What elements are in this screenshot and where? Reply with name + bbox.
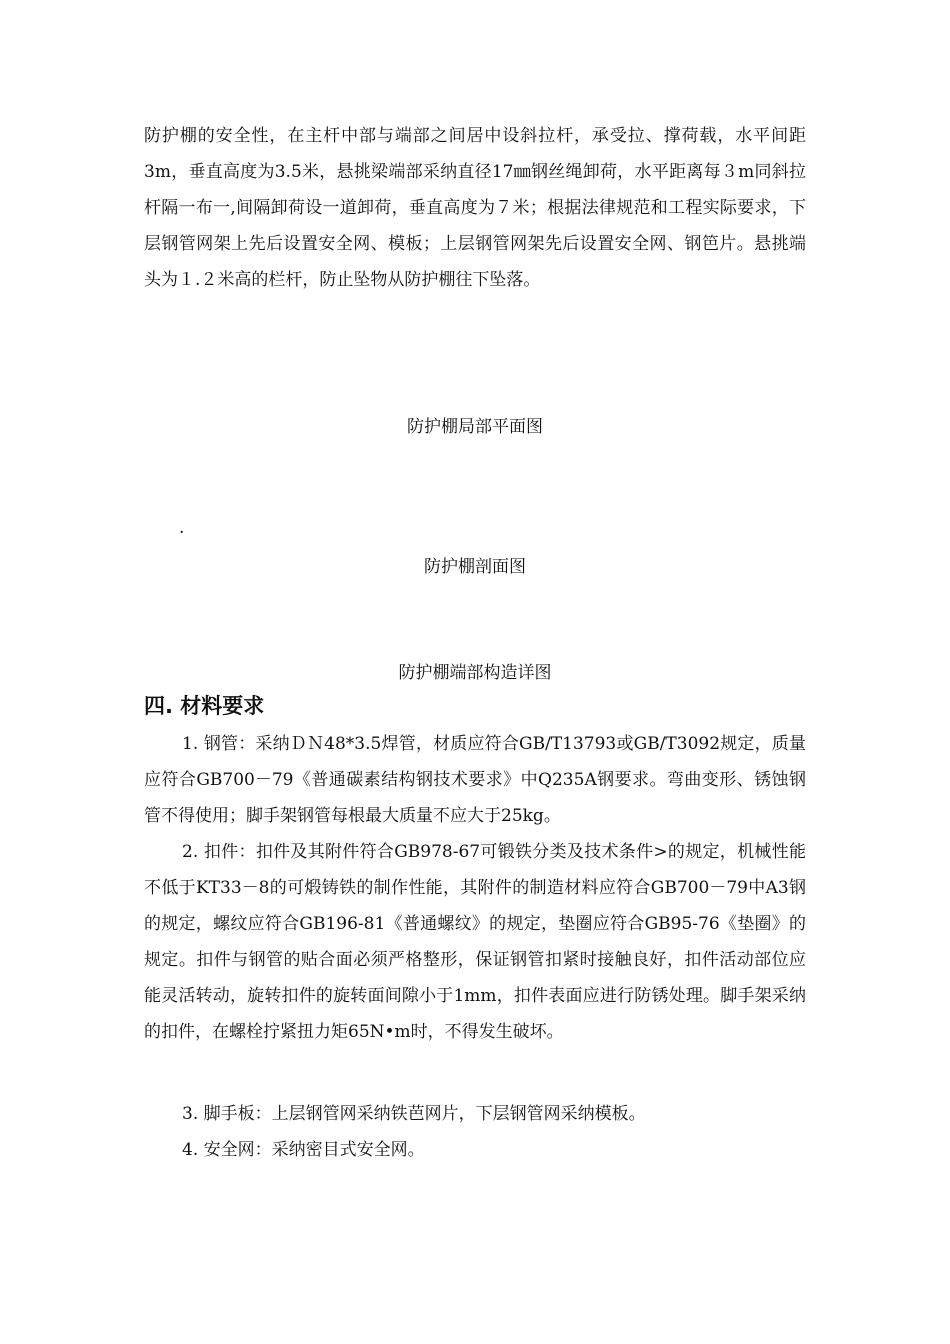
material-item-scaffold-board: 3. 脚手板：上层钢管网采纳铁芭网片，下层钢管网采纳模板。	[182, 1104, 646, 1124]
detail-figure-caption: 防护棚端部构造详图	[398, 663, 552, 683]
stray-dot: .	[179, 518, 185, 538]
section-figure-caption: 防护棚剖面图	[424, 557, 526, 577]
intro-paragraph: 防护棚的安全性，在主杆中部与端部之间居中设斜拉杆，承受拉、撑荷载，水平间距3m，垂直高度为3.5米，悬挑梁端部采纳直径17㎜钢丝绳卸荷，水平距离每３m同斜拉杆隔一布一,间隔卸荷设一道卸荷，垂直高度为７米；根据法律规范和工程实际要求，下层钢管网架上先后设置安全网、模板；上层钢管网架先后设置安全网、钢笆片。悬挑端头为１.２米高的栏杆，防止坠物从防护棚往下坠落。	[144, 126, 806, 290]
material-item-safety-net: 4. 安全网：采纳密目式安全网。	[182, 1140, 425, 1160]
material-item-steel-pipe: 1. 钢管：采纳ＤＮ48*3.5焊管，材质应符合GB/T13793或GB/T3092规定，质量应符合GB700－79《普通碳素结构钢技术要求》中Q235A钢要求。弯曲变形、锈蚀钢管不得使用；脚手架钢管每根最大质量不应大于25kg。	[144, 734, 806, 826]
section-heading: 四. 材料要求	[144, 694, 265, 718]
material-item-coupler: 2. 扣件：扣件及其附件符合GB978-67可锻铁分类及技术条件>的规定，机械性能不低于KT33－8的可煅铸铁的制作性能，其附件的制造材料应符合GB700－79中A3钢的规定，螺纹应符合GB196-81《普通螺纹》的规定，垫圈应符合GB95-76《垫圈》的规定。扣件与钢管的贴合面必须严格整形，保证钢管扣紧时接触良好，扣件活动部位应能灵活转动，旋转扣件的旋转面间隙小于1mm，扣件表面应进行防锈处理。脚手架采纳的扣件，在螺栓拧紧扭力矩65N•m时，不得发生破坏。	[144, 842, 806, 1042]
plan-figure-caption: 防护棚局部平面图	[407, 417, 543, 437]
